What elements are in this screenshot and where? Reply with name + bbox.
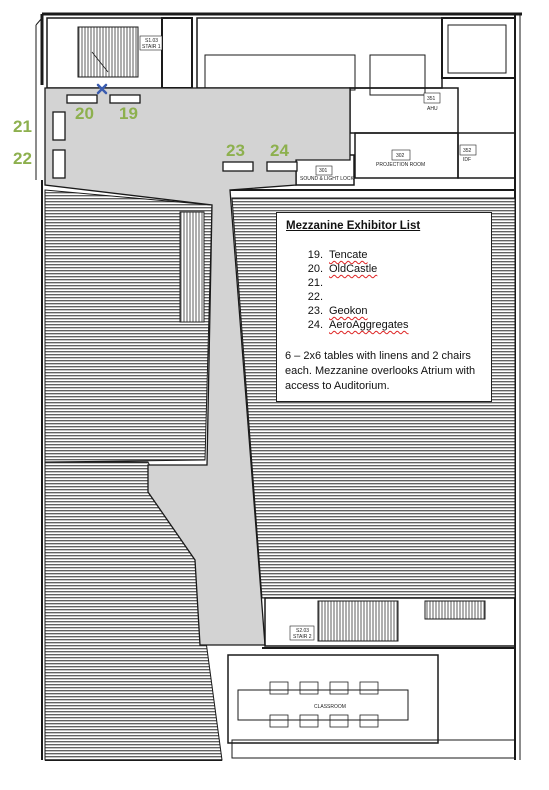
- exhibitor-name: OldCastle: [329, 263, 378, 275]
- lower-rooms: [228, 598, 515, 758]
- exhibitor-list-title: Mezzanine Exhibitor List: [286, 220, 421, 232]
- svg-text:IDF: IDF: [463, 157, 472, 163]
- exhibitor-name: AeroAggregates: [329, 319, 409, 331]
- booth-number-22: 22: [13, 149, 32, 168]
- svg-text:302: 302: [396, 153, 405, 159]
- list-item: 24. AeroAggregates: [307, 319, 409, 331]
- exhibitor-name: Geokon: [329, 305, 368, 317]
- svg-text:STAIR 1: STAIR 1: [142, 44, 161, 50]
- list-item: 22.: [307, 291, 323, 303]
- table-23: [223, 162, 253, 171]
- list-item: 21.: [307, 277, 323, 289]
- booth-number-24: 24: [270, 141, 289, 160]
- svg-text:S2.03: S2.03: [296, 628, 310, 634]
- booth-number-21: 21: [13, 117, 32, 136]
- table-22: [53, 150, 65, 178]
- booth-number-19: 19: [119, 104, 138, 123]
- svg-text:351: 351: [427, 96, 436, 102]
- exhibitor-name: Tencate: [329, 249, 368, 261]
- table-21: [53, 112, 65, 140]
- svg-text:AHU: AHU: [427, 106, 438, 112]
- svg-text:S1.03: S1.03: [145, 38, 159, 44]
- svg-text:SOUND & LIGHT LOCK: SOUND & LIGHT LOCK: [300, 176, 354, 182]
- list-item: 20. OldCastle: [307, 263, 378, 275]
- svg-text:STAIR 2: STAIR 2: [293, 634, 312, 640]
- svg-text:301: 301: [319, 168, 328, 174]
- table-24: [267, 162, 297, 171]
- list-item: 23. Geokon: [307, 305, 368, 317]
- exhibitor-list: [304, 248, 409, 332]
- list-item: 19. Tencate: [307, 249, 368, 261]
- exhibitor-list-panel: [276, 212, 492, 402]
- table-20: [67, 95, 97, 103]
- table-19: [110, 95, 140, 103]
- booth-number-23: 23: [226, 141, 245, 160]
- svg-text:CLASSROOM: CLASSROOM: [314, 704, 346, 710]
- svg-text:352: 352: [463, 148, 472, 154]
- booth-number-20: 20: [75, 104, 94, 123]
- exhibitor-note: 6 – 2x6 tables with linens and 2 chairs each. Mezzanine overlooks Atrium with access to Auditorium.: [285, 350, 476, 392]
- svg-text:PROJECTION ROOM: PROJECTION ROOM: [376, 162, 426, 168]
- vertical-stair: [180, 212, 204, 322]
